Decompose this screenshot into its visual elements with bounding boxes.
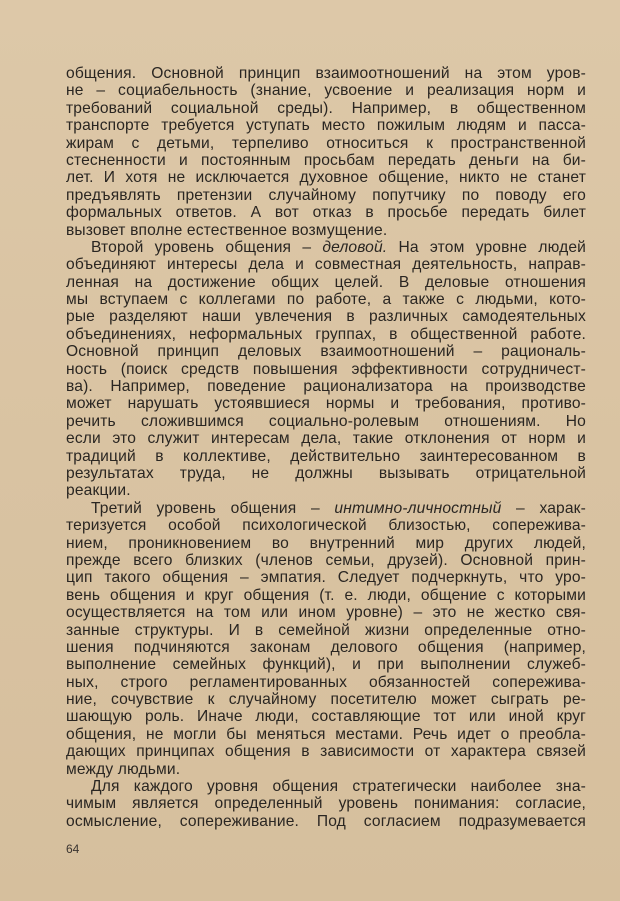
text-line: традиций в коллективе, действительно заинтересованном в	[66, 447, 586, 465]
text-line: шающую роль. Иначе люди, составляющие тот или иной круг	[66, 708, 586, 726]
text-line: рые разделяют наши увлечения в различных самодеятельных	[66, 308, 586, 326]
text-line: ние, сочувствие к случайному посетителю может сыграть ре-	[66, 691, 586, 709]
text-line: стесненности и постоянным просьбам передать деньги на би-	[66, 151, 586, 169]
text-line: шения подчиняются законам делового общения (например,	[66, 638, 586, 656]
text-line: ленная на достижение общих целей. В деловые отношения	[66, 273, 586, 291]
text-line: Для каждого уровня общения стратегически наиболее зна-	[91, 778, 586, 796]
text-line: может нарушать устоявшиеся нормы и требования, противо-	[66, 395, 586, 413]
text-line	[66, 500, 586, 517]
text-line: мы вступаем с коллегами по работе, а также с людьми, кото-	[66, 291, 586, 309]
text-line: транспорте требуется уступать место пожилым людям и пасса-	[66, 117, 586, 135]
text-run: Второй уровень общения –	[91, 238, 323, 256]
text-line: требований социальной среды). Например, в общественном	[66, 99, 586, 117]
text-line: общения, не могли бы меняться местами. Речь идет о преобла-	[66, 725, 586, 743]
text-line: формальных ответов. А вот отказ в просьбе передать билет	[66, 204, 586, 222]
text-line: общения. Основной принцип взаимоотношений на этом уров-	[66, 65, 586, 82]
text-line: предъявлять претензии случайному попутчику по поводу его	[66, 186, 586, 204]
text-line: реакции.	[66, 482, 131, 500]
text-line: дающих принципах общения в зависимости от характера связей	[66, 743, 586, 761]
text-run: Третий уровень общения –	[91, 499, 335, 517]
text-line: объединяют интересы дела и совместная деятельность, направ-	[66, 256, 586, 274]
text-line: осмысление, сопереживание. Под согласием подразумевается	[66, 812, 586, 830]
text-line: Основной принцип деловых взаимоотношений – рациональ-	[66, 343, 586, 361]
text-line: не – социабельность (знание, усвоение и реализация норм и	[66, 82, 586, 100]
page-number: 64	[66, 842, 80, 856]
text-line: выполнение семейных функций), и при выполнении служеб-	[66, 656, 586, 674]
text-line: вызовет вполне естественное возмущение.	[66, 221, 388, 239]
body-text	[66, 65, 586, 830]
text-line: лет. И хотя не исключается духовное общение, никто не станет	[66, 169, 586, 187]
text-line: жирам с детьми, терпеливо относиться к пространственной	[66, 134, 586, 152]
emphasized-term: деловой.	[322, 238, 388, 256]
text-line: занные структуры. И в семейной жизни определенные отно-	[66, 621, 586, 639]
text-line: ность (поиск средств повышения эффективности сотрудничест-	[66, 360, 586, 378]
text-line: ва). Например, поведение рационализатора на производстве	[66, 378, 586, 396]
text-line: осуществляется на том или ином уровне) – это не жестко свя-	[66, 604, 586, 622]
text-line	[66, 239, 586, 256]
emphasized-term: интимно-личностный	[334, 499, 502, 517]
text-line: если это служит интересам дела, такие отклонения от норм и	[66, 430, 586, 448]
text-line: цип такого общения – эмпатия. Следует подчеркнуть, что уро-	[66, 569, 586, 587]
text-line: между людьми.	[66, 760, 181, 778]
text-line: результатах труда, не должны вызывать отрицательной	[66, 464, 586, 482]
text-line: нием, проникновением во внутренний мир других людей,	[66, 534, 586, 552]
text-run: – харак-	[501, 499, 586, 517]
text-line: теризуется особой психологической близостью, сопережива-	[66, 517, 586, 535]
text-line: ных, строго регламентированных обязанностей сопережива-	[66, 673, 586, 691]
text-line: вень общения и круг общения (т. е. люди, общение с которыми	[66, 586, 586, 604]
text-line: прежде всего близких (членов семьи, друзей). Основной прин-	[66, 551, 586, 569]
text-run: На этом уровне людей	[387, 238, 587, 256]
text-line: объединениях, неформальных группах, в общественной работе.	[66, 325, 586, 343]
text-line: чимым является определенный уровень понимания: согласие,	[66, 795, 586, 813]
text-line: речить сложившимся социально-ролевым отношениям. Но	[66, 412, 586, 430]
